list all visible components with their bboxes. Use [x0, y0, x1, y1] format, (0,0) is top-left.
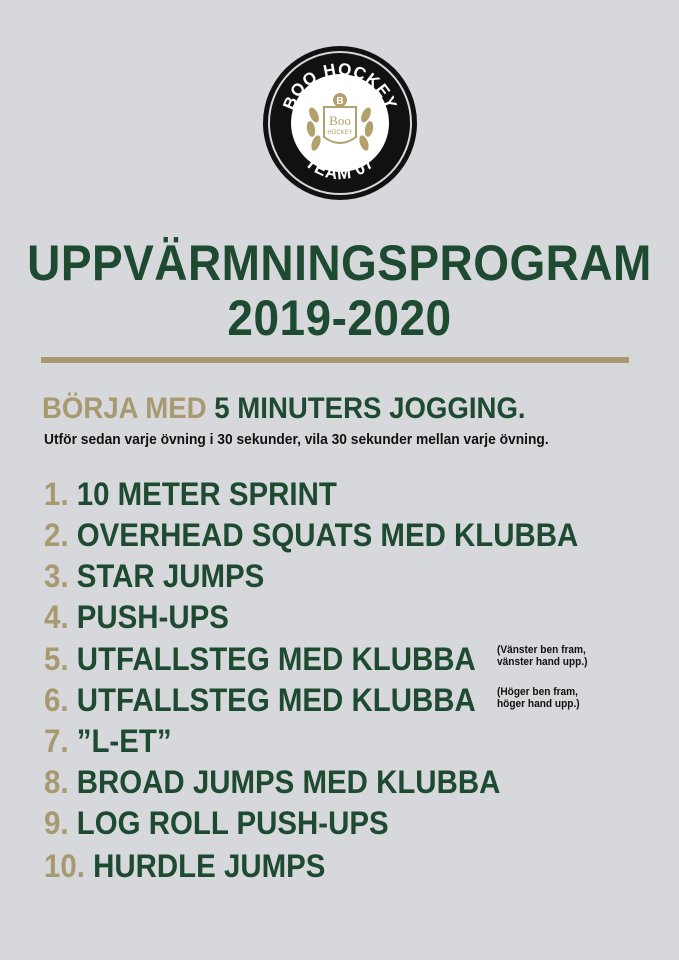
item-text: ”L-ET” [76, 723, 172, 759]
list-item [44, 560, 264, 592]
logo-shield-sub: HOCKEY [327, 130, 353, 136]
list-item [44, 766, 500, 798]
logo-bottom-text: TEAM 07 [301, 152, 379, 184]
page-subtitle-season: 2019-2020 [227, 290, 452, 346]
item-number: 8. [44, 764, 69, 800]
item-text: PUSH-UPS [76, 599, 229, 635]
item-text: STAR JUMPS [76, 558, 265, 594]
list-item [44, 684, 476, 716]
list-item [44, 643, 476, 675]
list-item [44, 807, 389, 839]
item-number: 4. [44, 599, 69, 635]
item-text: UTFALLSTEG MED KLUBBA [76, 641, 476, 677]
item-number: 6. [44, 682, 69, 718]
item-text: UTFALLSTEG MED KLUBBA [76, 682, 476, 718]
item-text: LOG ROLL PUSH-UPS [76, 805, 389, 841]
list-item [44, 519, 578, 551]
page-title: UPPVÄRMNINGSPROGRAM [27, 235, 652, 291]
list-item [44, 601, 229, 633]
item-number: 3. [44, 558, 69, 594]
item-note: (Höger ben fram, höger hand upp.) [497, 686, 580, 710]
item-note: (Vänster ben fram, vänster hand upp.) [497, 644, 588, 668]
logo-top-text: BOO HOCKEY [279, 59, 401, 113]
item-text: BROAD JUMPS MED KLUBBA [76, 764, 501, 800]
item-number: 7. [44, 723, 69, 759]
item-text: 10 METER SPRINT [76, 476, 337, 512]
item-number: 1. [44, 476, 69, 512]
intro-line [42, 394, 526, 424]
divider [41, 357, 629, 363]
item-text: HURDLE JUMPS [93, 848, 326, 884]
logo-badge-letter: B [336, 96, 344, 107]
list-item [44, 478, 337, 510]
item-number: 9. [44, 805, 69, 841]
list-item [44, 850, 325, 882]
boo-hockey-logo [262, 45, 418, 201]
item-number: 2. [44, 517, 69, 553]
list-item [44, 725, 172, 757]
item-text: OVERHEAD SQUATS MED KLUBBA [76, 517, 579, 553]
instruction-text: Utför sedan varje övning i 30 sekunder, vila 30 sekunder mellan varje övning. [44, 431, 549, 448]
intro-main: 5 MINUTERS JOGGING. [214, 392, 526, 425]
intro-lead: BÖRJA MED [42, 392, 207, 425]
logo-shield-text: Boo [329, 113, 351, 128]
item-number: 10. [44, 848, 85, 884]
item-number: 5. [44, 641, 69, 677]
